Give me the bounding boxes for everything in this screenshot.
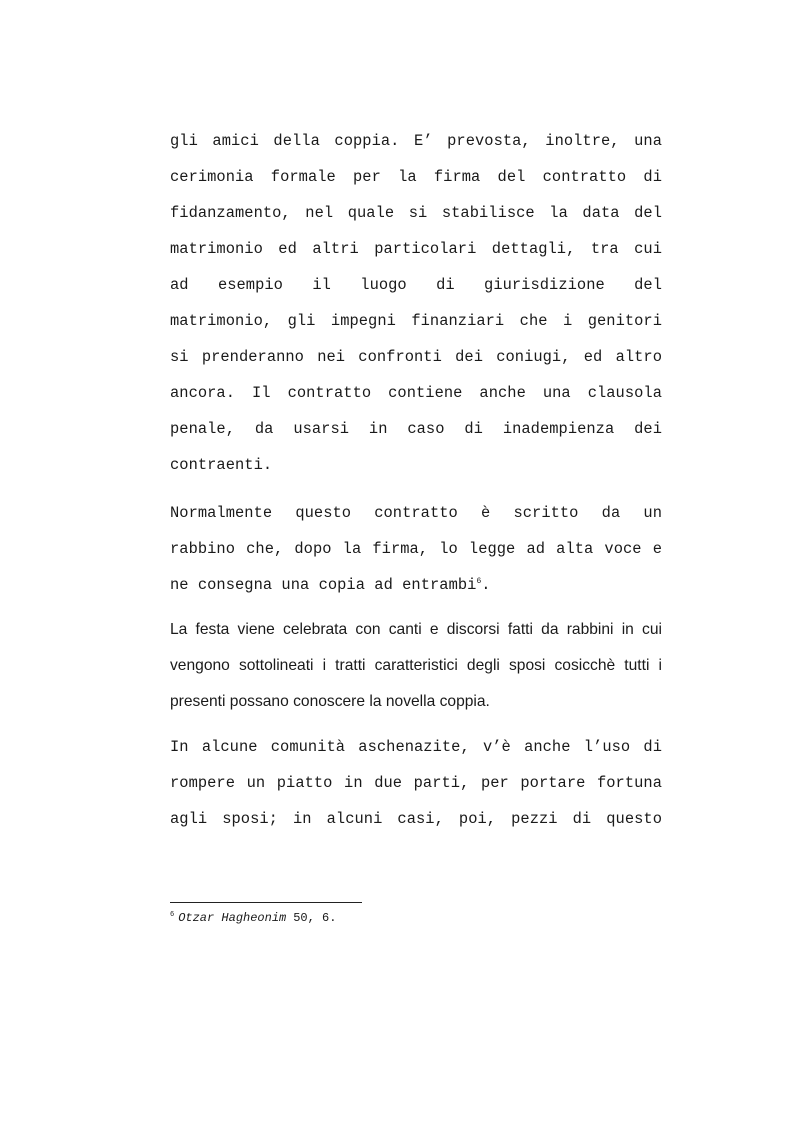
text-line: rompere un piatto in due parti, per portare fortuna [170,774,662,792]
text-line: ancora. Il contratto contiene anche una clausola [170,384,662,402]
paragraph-rabbi-reading [170,505,662,613]
text-line: La festa viene celebrata con canti e discorsi fatti da rabbini in cui [170,621,662,638]
text-line: penale, da usarsi in caso di inadempienza dei [170,420,662,438]
text-line: rabbino che, dopo la firma, lo legge ad alta voce e [170,540,662,558]
text-line: vengono sottolineati i tratti caratteristici degli sposi cosicchè tutti i [170,657,662,674]
text-line: presenti possano conoscere la novella coppia. [170,693,490,710]
text-line: si prenderanno nei confronti dei coniugi, ed altro [170,348,662,366]
text-line: In alcune comunità aschenazite, v’è anche l’uso di [170,738,662,756]
text-line: gli amici della coppia. E’ prevosta, inoltre, una [170,132,662,150]
paragraph-celebration [170,622,662,730]
paragraph-plate-custom [170,739,662,847]
paragraph-contract-ceremony [170,133,662,493]
text-fragment: . [481,576,491,594]
footnote-citation: 50, 6. [293,911,337,925]
text-line: ad esempio il luogo di giurisdizione del [170,276,662,294]
text-line: matrimonio ed altri particolari dettagli, tra cui [170,240,662,258]
text-line: contraenti. [170,456,273,474]
text-line: Normalmente questo contratto è scritto da un [170,504,662,522]
footnote-separator [170,902,362,903]
text-line: matrimonio, gli impegni finanziari che i genitori [170,312,662,330]
text-line: fidanzamento, nel quale si stabilisce la data del [170,204,662,222]
footnote-reference: 6 [476,577,482,586]
footnote-title: Otzar Hagheonim [178,911,287,925]
text-line: cerimonia formale per la firma del contratto di [170,168,662,186]
footnote-number: 6 [170,911,175,919]
footnote [170,911,336,925]
text-fragment: ne consegna una copia ad entrambi [170,576,477,594]
text-line: agli sposi; in alcuni casi, poi, pezzi di questo [170,810,662,828]
text-line-with-footnote [170,577,662,613]
